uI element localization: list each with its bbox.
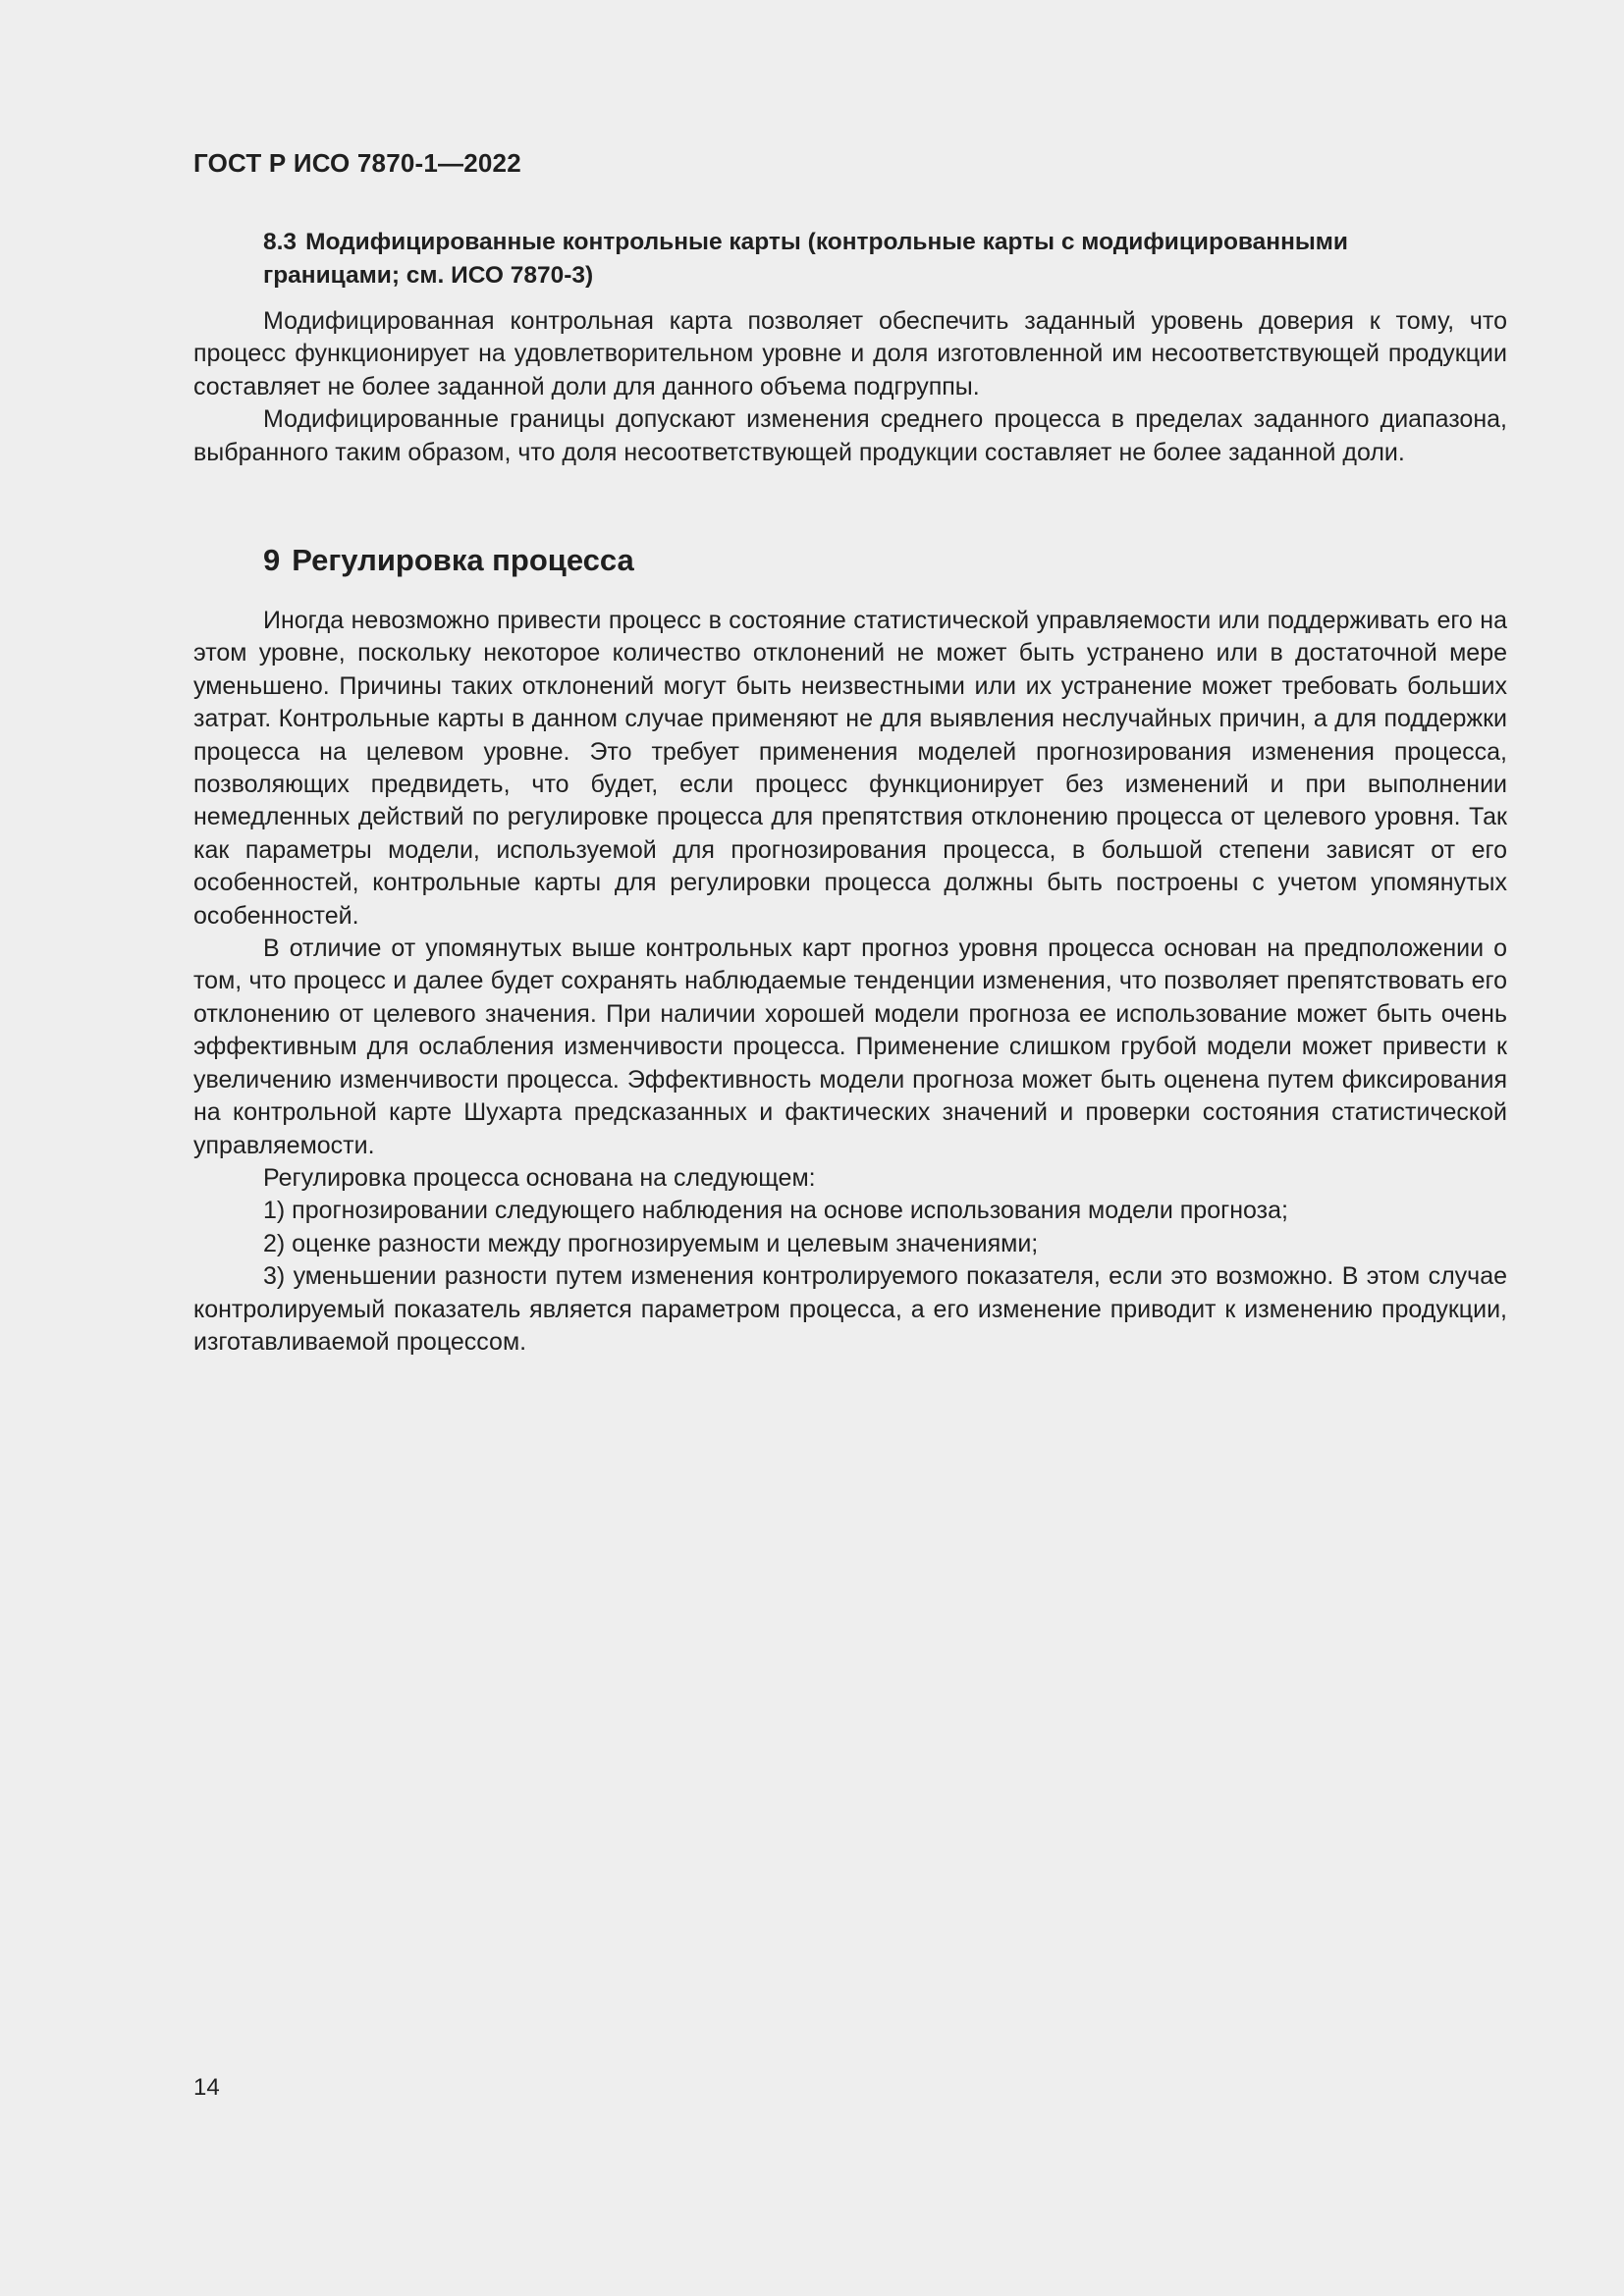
section-9-title: Регулировка процесса bbox=[292, 543, 634, 577]
section-8-3-title-text: Модифицированные контрольные карты (контрольные карты с модифицированными bbox=[305, 229, 1348, 255]
section-8-3-title bbox=[193, 226, 1507, 293]
document-header: ГОСТ Р ИСО 7870-1—2022 bbox=[193, 148, 521, 178]
list-item: 3) уменьшении разности путем изменения контролируемого показателя, если это возможно. В этом случае контролируемый показатель является параметром процесса, а его изменение приводит к изменению продукции, изготавливаемой процессом. bbox=[193, 1262, 1507, 1356]
section-8-3-title-line-2: границами; см. ИСО 7870-3) bbox=[263, 262, 594, 289]
paragraph: В отличие от упомянутых выше контрольных карт прогноз уровня процесса основан на предположении о том, что процесс и далее будет сохранять наблюдаемые тенденции изменения, что позволяет препятствовать его отклонению от целевого значения. При наличии хорошей модели прогноза ее использование может быть очень эффективным для ослабления изменчивости процесса. Применение слишком грубой модели может привести к увеличению изменчивости процесса. Эффективность модели прогноза может быть оценена путем фиксирования на контрольной карте Шухарта предсказанных и фактических значений и проверки состояния статистической управляемости. bbox=[193, 934, 1507, 1159]
section-8-3-title-line-1 bbox=[193, 226, 1507, 259]
paragraph: Модифицированная контрольная карта позволяет обеспечить заданный уровень доверия к тому, что процесс функционирует на удовлетворительном уровне и доля изготовленной им несоответствующей продукции составляет не более заданной доли для данного объема подгруппы. bbox=[193, 307, 1507, 400]
paragraph: Иногда невозможно привести процесс в состояние статистической управляемости или поддерживать его на этом уровне, поскольку некоторое количество отклонений не может быть устранено или в достаточной мере уменьшено. Причины таких отклонений могут быть неизвестными или их устранение может требовать больших затрат. Контрольные карты в данном случае применяют не для выявления неслучайных причин, а для поддержки процесса на целевом уровне. Это требует применения моделей прогнозирования изменения процесса, позволяющих предвидеть, что будет, если процесс функционирует без изменений и при выполнении немедленных действий по регулировке процесса для препятствия отклонению процесса от целевого уровня. Так как параметры модели, используемой для прогнозирования процесса, в большой степени зависят от его особенностей, контрольные карты для регулировки процесса должны быть построены с учетом упомянутых особенностей. bbox=[193, 607, 1507, 930]
paragraph: Регулировка процесса основана на следующем: bbox=[263, 1163, 816, 1192]
list-item: 1) прогнозировании следующего наблюдения на основе использования модели прогноза; bbox=[263, 1197, 1288, 1225]
section-9-heading bbox=[263, 543, 634, 578]
page-number: 14 bbox=[193, 2074, 220, 2101]
section-8-3-body bbox=[193, 305, 1507, 469]
section-9-body bbox=[193, 605, 1507, 1359]
section-9-number: 9 bbox=[263, 543, 281, 577]
section-8-3-number: 8.3 bbox=[263, 229, 298, 255]
list-item: 2) оценке разности между прогнозируемым и целевым значениями; bbox=[263, 1229, 1039, 1257]
paragraph: Модифицированные границы допускают изменения среднего процесса в пределах заданного диапазона, выбранного таким образом, что доля несоответствующей продукции составляет не более заданной доли. bbox=[193, 405, 1507, 466]
